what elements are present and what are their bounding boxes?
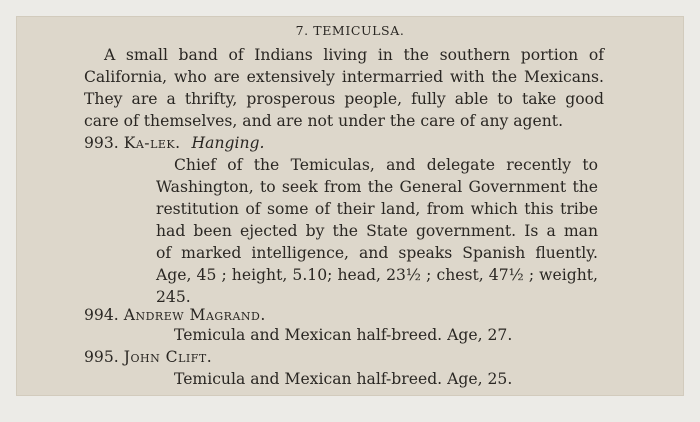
section-heading: 7. TEMICULSA. [295, 23, 405, 38]
entry-name: Andrew Magrand. [123, 306, 266, 324]
entry-number: 994. [84, 306, 119, 324]
entry-text-line: Washington, to seek from the General Government the [156, 178, 598, 196]
entry-994-header [84, 304, 266, 326]
entry-text-line: Temicula and Mexican half-breed. Age, 27. [174, 326, 513, 344]
entry-993-header [84, 132, 264, 154]
entry-text-line: restitution of some of their land, from which this tribe [156, 200, 598, 218]
entry-text-line: Chief of the Temiculas, and delegate recently to [174, 156, 598, 174]
entry-number: 995. [84, 348, 119, 366]
entry-text-line: Age, 45 ; height, 5.10; head, 23½ ; chest, 47½ ; weight, [156, 266, 598, 284]
entry-number: 993. [84, 134, 119, 152]
entry-name: Ka-lek. [123, 134, 181, 152]
intro-line: California, who are extensively intermarried with the Mexicans. [84, 68, 604, 86]
entry-text-line: 245. [156, 288, 191, 306]
entry-text-line: of marked intelligence, and speaks Spanish fluently. [156, 244, 598, 262]
entry-995-header [84, 346, 212, 368]
intro-line: care of themselves, and are not under the care of any agent. [84, 112, 564, 130]
entry-text-line: Temicula and Mexican half-breed. Age, 25. [174, 370, 513, 388]
intro-line: They are a thrifty, prosperous people, fully able to take good [84, 90, 604, 108]
intro-line: A small band of Indians living in the southern portion of [104, 46, 604, 64]
entry-translation: Hanging. [191, 134, 265, 152]
entry-text-line: had been ejected by the State government. Is a man [156, 222, 598, 240]
entry-name: John Clift. [123, 348, 213, 366]
